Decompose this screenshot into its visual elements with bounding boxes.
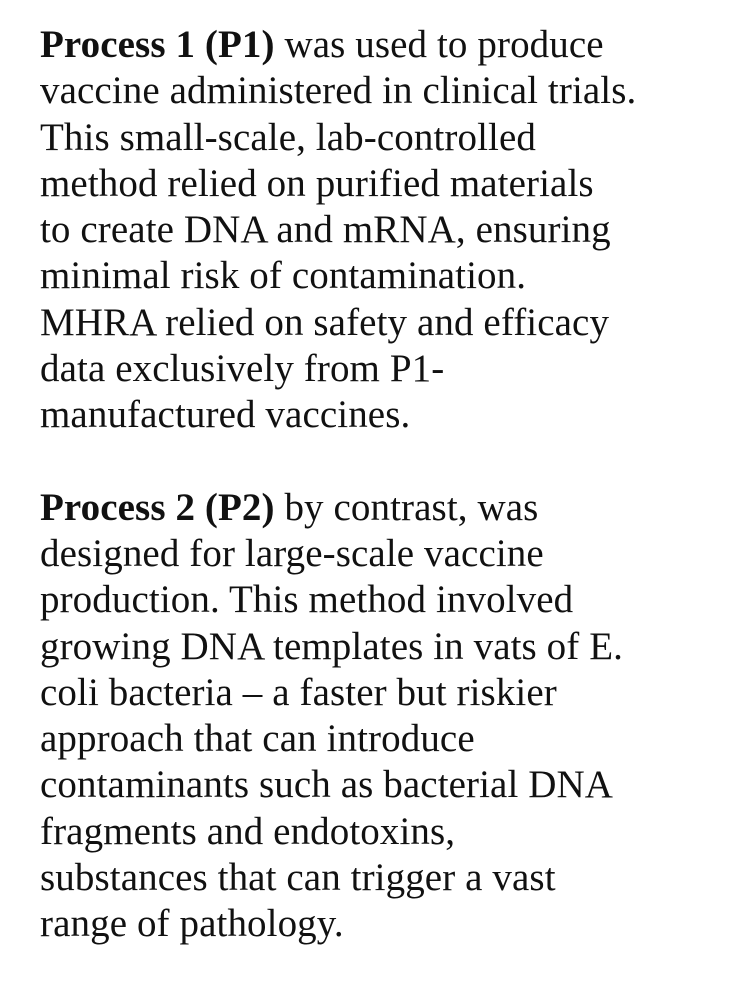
process-1-heading: Process 1 (P1)	[40, 23, 275, 66]
text-line: MHRA relied on safety and efficacy	[40, 300, 610, 344]
text-line: designed for large-scale vaccine	[40, 531, 544, 575]
text-line: method relied on purified materials	[40, 161, 594, 205]
text-line: This small-scale, lab-controlled	[40, 115, 536, 159]
text-line: to create DNA and mRNA, ensuring	[40, 208, 611, 252]
text-line: coli bacteria – a faster but riskier	[40, 670, 557, 714]
text-line: data exclusively from P1-	[40, 347, 445, 391]
text-line: range of pathology.	[40, 902, 344, 946]
paragraph-process-1	[40, 22, 730, 439]
text-line	[40, 22, 730, 68]
text-line: growing DNA templates in vats of E.	[40, 624, 623, 668]
text-line	[40, 485, 730, 531]
paragraph-process-2	[40, 485, 730, 948]
text-line: approach that can introduce	[40, 717, 475, 761]
text-line: manufactured vaccines.	[40, 393, 411, 437]
text-segment: by contrast, was	[274, 485, 539, 529]
text-line: minimal risk of contamination.	[40, 254, 527, 298]
text-line: contaminants such as bacterial DNA	[40, 763, 614, 807]
text-line: vaccine administered in clinical trials.	[40, 69, 637, 113]
process-2-heading: Process 2 (P2)	[40, 485, 275, 529]
text-line: production. This method involved	[40, 578, 574, 622]
article-text	[40, 22, 730, 994]
text-line: substances that can trigger a vast	[40, 856, 556, 900]
text-segment: was used to produce	[274, 23, 604, 66]
text-line: fragments and endotoxins,	[40, 809, 456, 853]
